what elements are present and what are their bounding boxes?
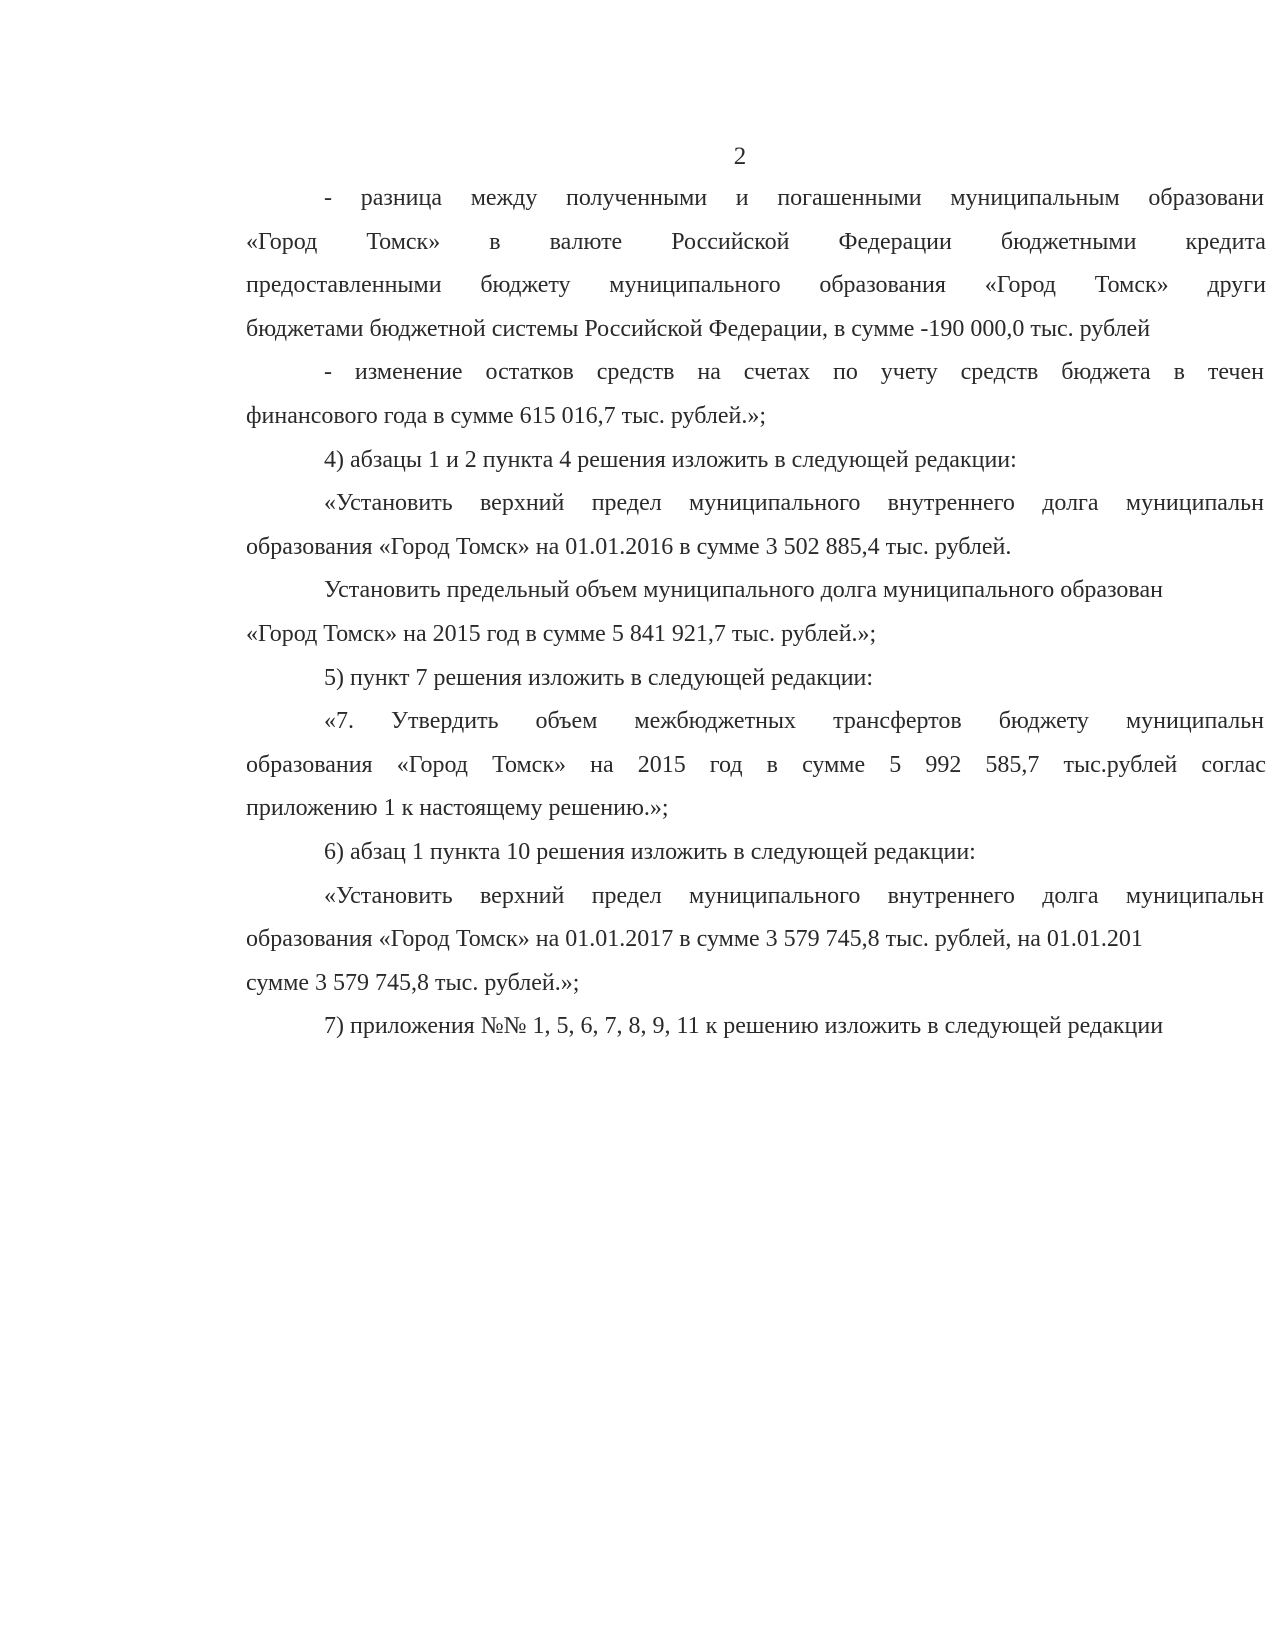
word: Томск» xyxy=(1094,272,1169,299)
word: изменение xyxy=(354,359,463,386)
word: - xyxy=(324,359,332,386)
text-line: 4) абзацы 1 и 2 пункта 4 решения изложить в следующей редакции: xyxy=(324,446,1017,473)
word: Утвердить xyxy=(391,708,499,735)
word: и xyxy=(735,185,749,211)
word: муниципальн xyxy=(1125,882,1264,909)
text-line: 7) приложения №№ 1, 5, 6, 7, 8, 9, 11 к решению изложить в следующей редакции xyxy=(324,1013,1164,1040)
word: «Город xyxy=(396,751,468,778)
text-line: приложению 1 к настоящему решению.»; xyxy=(246,795,669,822)
word: 992 xyxy=(925,751,962,778)
word: верхний xyxy=(479,882,565,909)
word: муниципальн xyxy=(1125,490,1264,517)
word: течен xyxy=(1207,359,1264,386)
word: «Город xyxy=(246,228,318,255)
word: предел xyxy=(591,882,662,909)
word: 585,7 xyxy=(985,751,1040,778)
word: кредита xyxy=(1185,228,1266,255)
word: год xyxy=(709,751,743,778)
word: долга xyxy=(1042,490,1099,517)
word: соглас xyxy=(1201,751,1266,778)
text-line: Установить предельный объем муниципального долга муниципального образован xyxy=(324,577,1163,604)
word: муниципального xyxy=(609,272,781,299)
word: 2015 xyxy=(637,751,686,778)
word: трансфертов xyxy=(833,708,962,735)
word: образования xyxy=(819,272,946,299)
text-line: 6) абзац 1 пункта 10 решения изложить в следующей редакции: xyxy=(324,838,976,865)
word: верхний xyxy=(479,490,565,517)
document-body xyxy=(246,168,1275,1068)
text-line: образования «Город Томск» на 01.01.2017 в сумме 3 579 745,8 тыс. рублей, на 01.01.201 xyxy=(246,926,1143,953)
justified-words xyxy=(246,221,1266,265)
page-number: 2 xyxy=(733,143,747,170)
word: - xyxy=(324,185,332,211)
word: внутреннего xyxy=(887,490,1015,517)
word: предоставленными xyxy=(246,272,442,299)
word: Российской xyxy=(671,228,790,255)
word: разница xyxy=(360,185,443,211)
word: долга xyxy=(1042,882,1099,909)
text-line: бюджетами бюджетной системы Российской Федерации, в сумме -190 000,0 тыс. рублей xyxy=(246,315,1151,342)
word: предел xyxy=(591,490,662,517)
word: счетах xyxy=(743,359,811,386)
text-line: финансового года в сумме 615 016,7 тыс. рублей.»; xyxy=(246,402,766,429)
word: «Установить xyxy=(324,882,453,909)
word: в xyxy=(766,751,778,778)
word: муниципальн xyxy=(1125,708,1264,735)
word: муниципального xyxy=(689,490,861,517)
word: межбюджетных xyxy=(634,708,797,735)
word: муниципального xyxy=(689,882,861,909)
justified-words xyxy=(246,264,1266,308)
word: «Город xyxy=(984,272,1056,299)
text-line: сумме 3 579 745,8 тыс. рублей.»; xyxy=(246,969,580,996)
word: валюте xyxy=(549,228,623,255)
word: бюджету xyxy=(480,272,571,299)
word: 5 xyxy=(889,751,902,778)
word: Томск» xyxy=(366,228,441,255)
word: «Установить xyxy=(324,490,453,517)
word: бюджетными xyxy=(1000,228,1137,255)
word: погашенными xyxy=(777,185,922,211)
word: муниципальным xyxy=(950,185,1120,211)
word: бюджета xyxy=(1061,359,1151,386)
word: средств xyxy=(596,359,675,386)
word: други xyxy=(1207,272,1266,299)
text-line: «Город Томск» на 2015 год в сумме 5 841 921,7 тыс. рублей.»; xyxy=(246,620,877,647)
word: сумме xyxy=(802,751,866,778)
word: внутреннего xyxy=(887,882,1015,909)
word: учету xyxy=(880,359,938,386)
word: «7. xyxy=(324,708,354,735)
word: тыс.рублей xyxy=(1063,751,1178,778)
word: образования xyxy=(246,751,373,778)
text-line xyxy=(246,168,1275,212)
word: по xyxy=(833,359,858,386)
word: Томск» xyxy=(492,751,566,778)
word: в xyxy=(489,228,501,255)
word: полученными xyxy=(566,185,708,211)
word: Федерации xyxy=(838,228,952,255)
word: объем xyxy=(535,708,598,735)
word: остатков xyxy=(485,359,574,386)
word: средств xyxy=(960,359,1039,386)
word: образовани xyxy=(1148,185,1264,211)
word: между xyxy=(470,185,538,211)
text-line: 5) пункт 7 решения изложить в следующей редакции: xyxy=(324,664,874,691)
word: на xyxy=(697,359,721,386)
word: бюджету xyxy=(998,708,1089,735)
word: на xyxy=(590,751,614,778)
word: в xyxy=(1173,359,1185,386)
text-line: образования «Город Томск» на 01.01.2016 в сумме 3 502 885,4 тыс. рублей. xyxy=(246,533,1012,560)
